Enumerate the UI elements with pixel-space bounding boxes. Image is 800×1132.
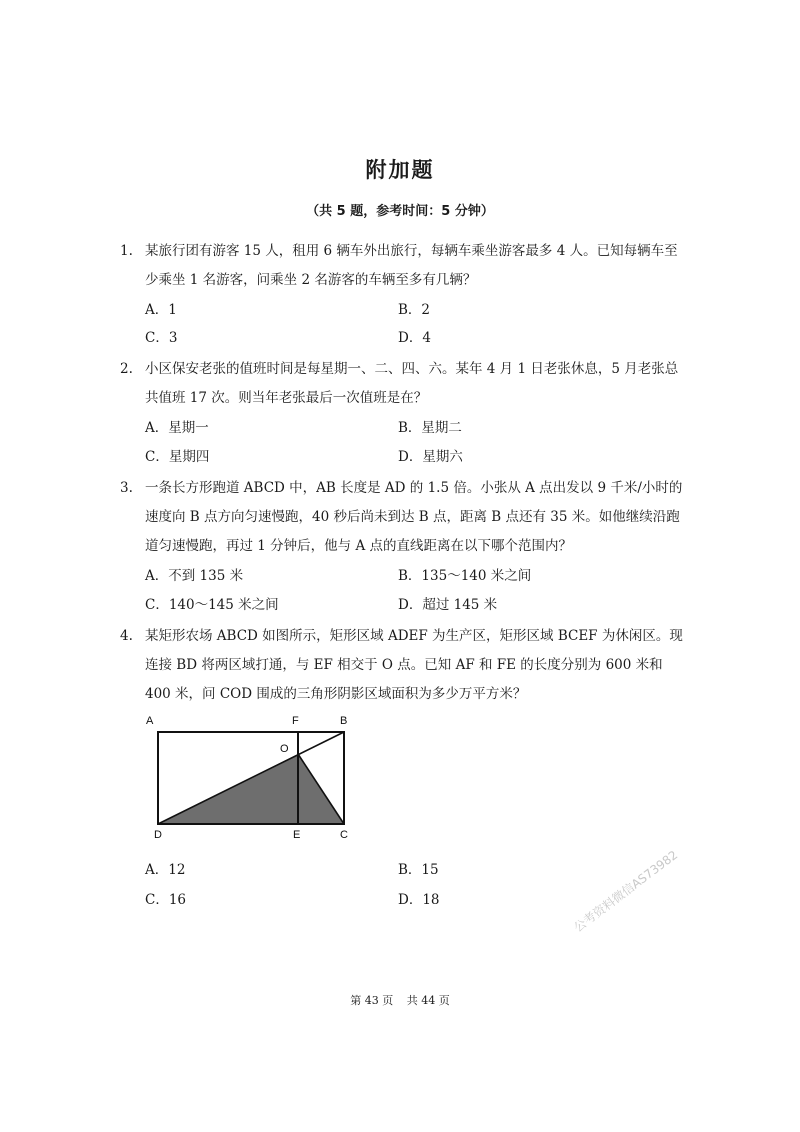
question-1 [120, 237, 690, 295]
option-c: C．140～145 米之间 [145, 597, 279, 613]
option-d: D．18 [398, 892, 440, 908]
option-a: A．不到 135 米 [145, 568, 244, 584]
option-a: A．星期一 [145, 420, 209, 436]
rectangle-farm-diagram [142, 712, 362, 842]
page-footer [0, 992, 800, 1008]
page-subtitle: （共 5 题，参考时间：5 分钟） [306, 204, 494, 219]
question-number: 3. [120, 480, 133, 496]
question-2 [120, 355, 690, 413]
option-d: D．4 [398, 330, 431, 346]
option-a: A．12 [145, 862, 186, 878]
question-text: 某矩形农场 ABCD 如图所示，矩形区域 ADEF 为生产区，矩形区域 BCEF 为休闲区。现连接 BD 将两区域打通，与 EF 相交于 O 点。已知 AF 和 FE 的长度分别为 600 米和 400 米，问 COD 围成的三角形阴影区域面积为多少万平方米？ [145, 628, 683, 702]
label-f: F [292, 715, 299, 727]
option-b: B．135～140 米之间 [398, 568, 532, 584]
option-b: B．2 [398, 302, 431, 318]
label-c: C [340, 829, 348, 841]
option-b: B．星期二 [398, 420, 462, 436]
question-number: 4. [120, 628, 133, 644]
question-text: 一条长方形跑道 ABCD 中，AB 长度是 AD 的 1.5 倍。小张从 A 点出发以 9 千米/小时的速度向 B 点方向匀速慢跑，40 秒后尚未到达 B 点，距离 B 点还有 35 米。如他继续沿跑道匀速慢跑，再过 1 分钟后，他与 A 点的直线距离在以下哪个范围内？ [145, 480, 683, 554]
question-text: 小区保安老张的值班时间是每星期一、二、四、六。某年 4 月 1 日老张休息，5 月老张总共值班 17 次。则当年老张最后一次值班是在？ [145, 361, 679, 406]
label-e: E [293, 829, 301, 841]
option-c: C．16 [145, 892, 187, 908]
question-text: 某旅行团有游客 15 人，租用 6 辆车外出旅行，每辆车乘坐游客最多 4 人。已知每辆车至少乘坐 1 名游客，问乘坐 2 名游客的车辆至多有几辆？ [145, 243, 678, 288]
label-d: D [154, 829, 162, 841]
question-number: 1. [120, 243, 133, 259]
option-a: A．1 [145, 302, 177, 318]
label-b: B [340, 715, 348, 727]
option-d: D．星期六 [398, 449, 463, 465]
question-4 [120, 622, 690, 709]
option-b: B．15 [398, 862, 439, 878]
option-c: C．3 [145, 330, 178, 346]
question-number: 2. [120, 361, 133, 377]
shaded-triangle-cod [158, 754, 344, 824]
page-title: 附加题 [365, 158, 435, 182]
option-d: D．超过 145 米 [398, 597, 498, 613]
option-c: C．星期四 [145, 449, 210, 465]
watermark: 公考资料微信AS73982 [571, 847, 681, 935]
question-3 [120, 474, 690, 561]
label-o: O [280, 743, 289, 755]
page-number: 第 43 页 [350, 994, 394, 1007]
label-a: A [146, 715, 154, 727]
page-total: 共 44 页 [406, 994, 450, 1007]
